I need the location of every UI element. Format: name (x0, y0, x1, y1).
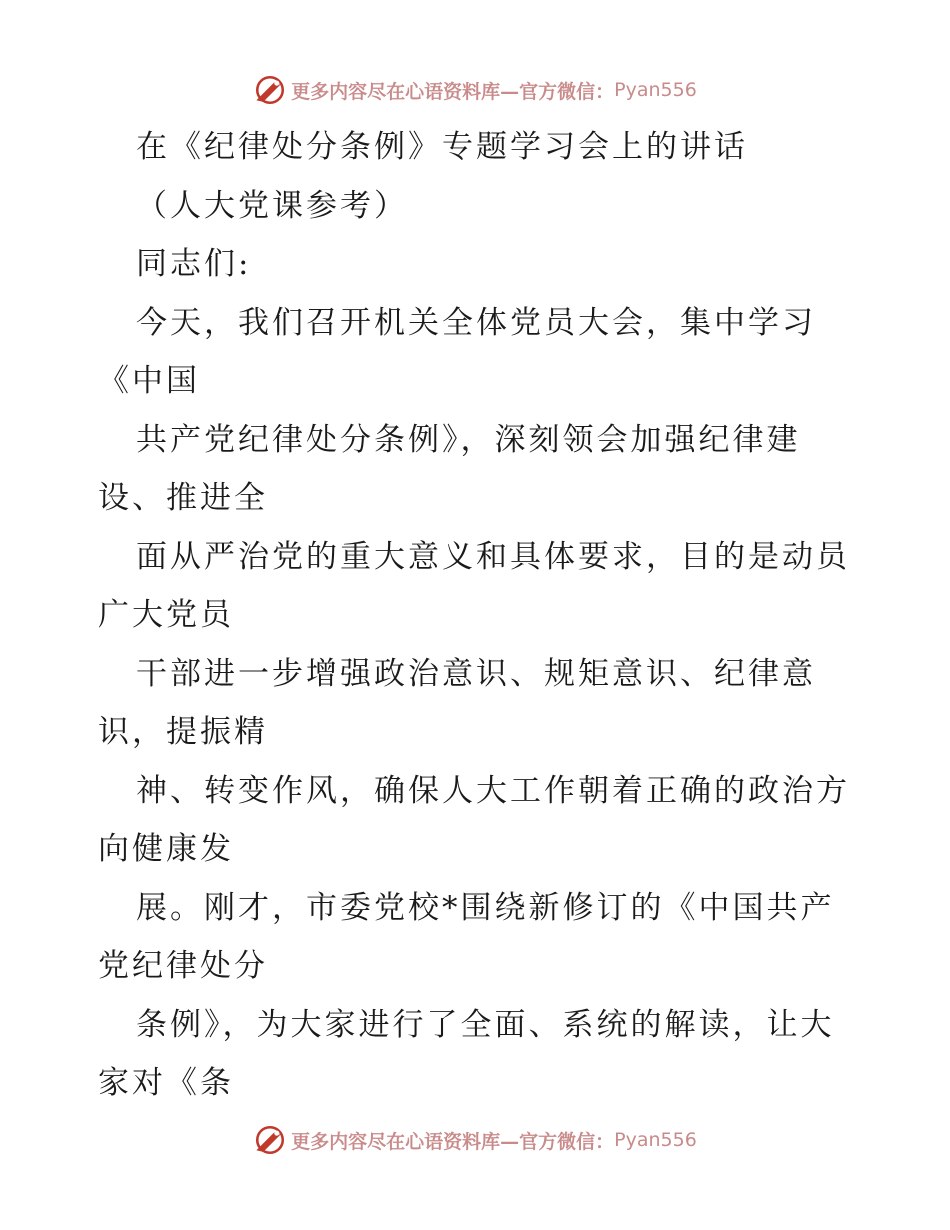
document-subtitle: （人大党课参考） (136, 187, 408, 224)
text-line: 面从严治党的重大意义和具体要求，目的是动员 (136, 538, 850, 575)
text-line: 向健康发 (98, 831, 234, 867)
text-line: 条例》，为大家进行了全面、系统的解读，让大 (136, 1006, 835, 1043)
watermark-wechat-id: Pyan556 (614, 1129, 697, 1151)
text-line: 党纪律处分 (98, 948, 268, 984)
text-line: 广大党员 (98, 597, 234, 633)
text-line: 《中国 (98, 363, 200, 399)
text-line: 干部进一步增强政治意识、规矩意识、纪律意 (136, 655, 816, 692)
text-line: 展。刚才，市委党校*围绕新修订的《中国共产 (136, 889, 835, 926)
pen-nib-logo-icon (253, 73, 287, 107)
footer-watermark (0, 1120, 950, 1160)
salutation: 同志们: (136, 246, 252, 282)
pen-nib-logo-icon (253, 1123, 287, 1157)
document-title: 在《纪律处分条例》专题学习会上的讲话 (136, 129, 748, 165)
text-line: 家对《条 (98, 1065, 234, 1101)
watermark-wechat-id: Pyan556 (614, 79, 697, 101)
text-line: 今天，我们召开机关全体党员大会，集中学习 (136, 304, 816, 341)
header-watermark (0, 70, 950, 110)
text-line: 共产党纪律处分条例》，深刻领会加强纪律建 (136, 421, 801, 458)
watermark-text: 更多内容尽在心语资料库—官方微信： (291, 80, 615, 103)
document-body (98, 118, 858, 1113)
text-line: 识，提振精 (98, 714, 268, 750)
text-line: 神、转变作风，确保人大工作朝着正确的政治方 (136, 772, 850, 809)
watermark-text: 更多内容尽在心语资料库—官方微信： (291, 1130, 615, 1153)
text-line: 设、推进全 (98, 480, 268, 516)
